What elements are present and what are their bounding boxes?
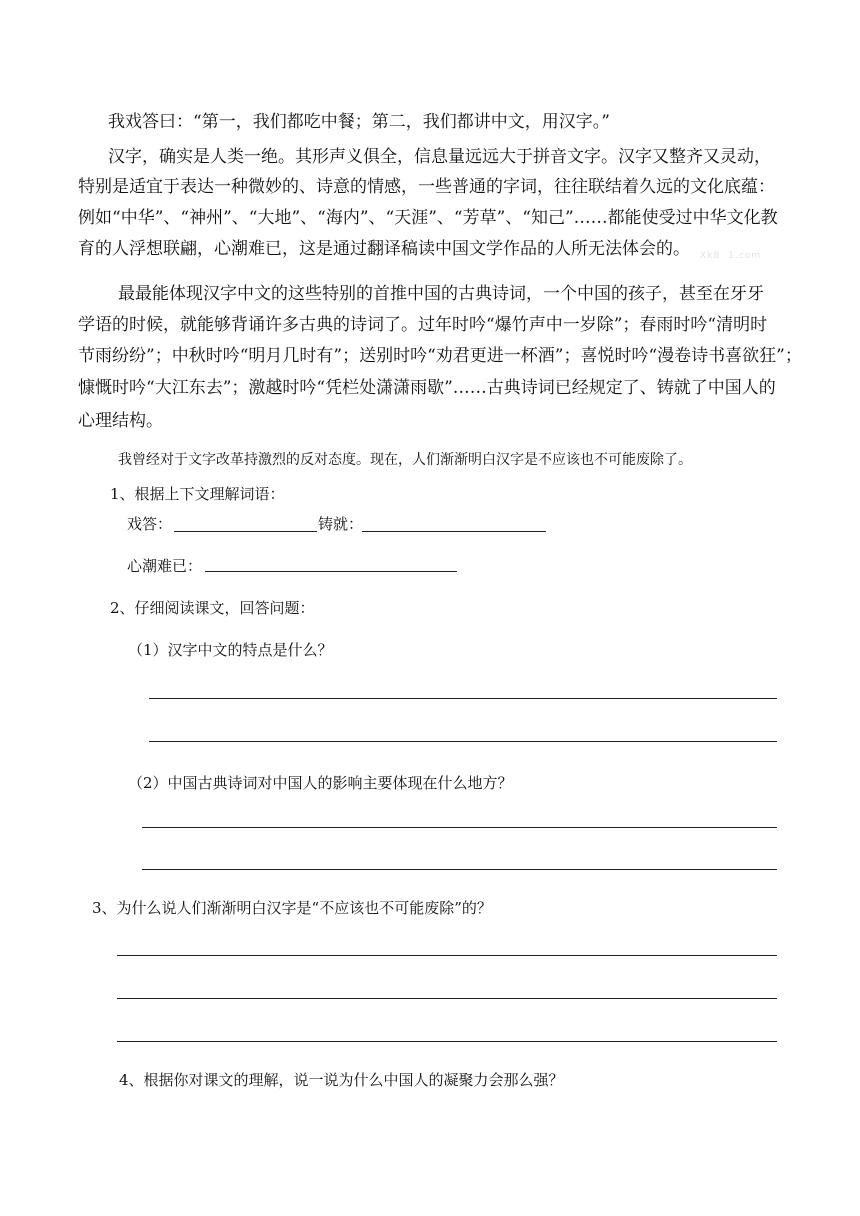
term-xinchao-label: 心潮难已： [127, 557, 203, 575]
question-1-title: 1、根据上下文理解词语： [110, 485, 285, 503]
term-xida-answer-line[interactable] [174, 531, 317, 532]
term-xida-label: 戏答： [127, 515, 173, 533]
passage-line-3: 特别是适宜于表达一种微妙的、诗意的情感，一些普通的字词，往往联结着久远的文化底蕴： [78, 177, 775, 197]
answer-line-3-c[interactable] [117, 1041, 777, 1042]
question-3-title: 3、为什么说人们渐渐明白汉字是“不应该也不可能废除”的？ [92, 899, 492, 917]
passage-line-6: 最最能体现汉字中文的这些特别的首推中国的古典诗词，一个中国的孩子，甚至在牙牙 [118, 284, 764, 304]
answer-line-2-1-b[interactable] [149, 741, 777, 742]
answer-line-3-b[interactable] [117, 998, 777, 999]
answer-line-2-2-b[interactable] [142, 869, 777, 870]
answer-line-2-1-a[interactable] [149, 698, 777, 699]
passage-line-4: 例如“中华”、“神州”、“大地”、“海内”、“天涯”、“芳草”、“知己”……都能使受过中华文化教 [78, 208, 778, 228]
passage-line-11: 我曾经对于文字改革持激烈的反对态度。现在，人们渐渐明白汉字是不应该也不可能废除了。 [118, 452, 692, 468]
passage-line-9: 慷慨时吟“大江东去”；激越时吟“凭栏处潇潇雨歇”……古典诗词已经规定了、铸就了中国人的 [78, 378, 776, 398]
term-zhujiu-answer-line[interactable] [362, 531, 546, 532]
term-xinchao-answer-line[interactable] [205, 571, 457, 572]
answer-line-2-2-a[interactable] [142, 827, 777, 828]
question-2-sub-2: （2）中国古典诗词对中国人的影响主要体现在什么地方？ [128, 774, 513, 792]
passage-line-2: 汉字，确实是人类一绝。其形声义俱全，信息量远远大于拼音文字。汉字又整齐又灵动， [108, 147, 771, 167]
question-4-title: 4、根据你对课文的理解，说一说为什么中国人的凝聚力会那么强？ [119, 1071, 564, 1089]
term-zhujiu-label: 铸就： [318, 515, 364, 533]
passage-line-8: 节雨纷纷”；中秋时吟“明月几时有”；送别时吟“劝君更进一杯酒”；喜悦时吟“漫卷诗书喜欲狂”； [78, 346, 802, 366]
question-2-sub-1: （1）汉字中文的特点是什么？ [128, 641, 333, 659]
passage-line-10: 心理结构。 [78, 411, 163, 431]
question-2-title: 2、仔细阅读课文，回答问题： [110, 599, 315, 617]
passage-line-5: 育的人浮想联翩，心潮难已，这是通过翻译稿读中国文学作品的人所无法体会的。 [78, 239, 690, 259]
answer-line-3-a[interactable] [117, 955, 777, 956]
passage-line-1: 我戏答曰：“第一，我们都吃中餐；第二，我们都讲中文，用汉字。” [108, 112, 610, 132]
passage-line-7: 学语的时候，就能够背诵许多古典的诗词了。过年时吟“爆竹声中一岁除”；春雨时吟“清明时 [78, 315, 768, 335]
watermark: XkB 1.com [700, 251, 762, 261]
